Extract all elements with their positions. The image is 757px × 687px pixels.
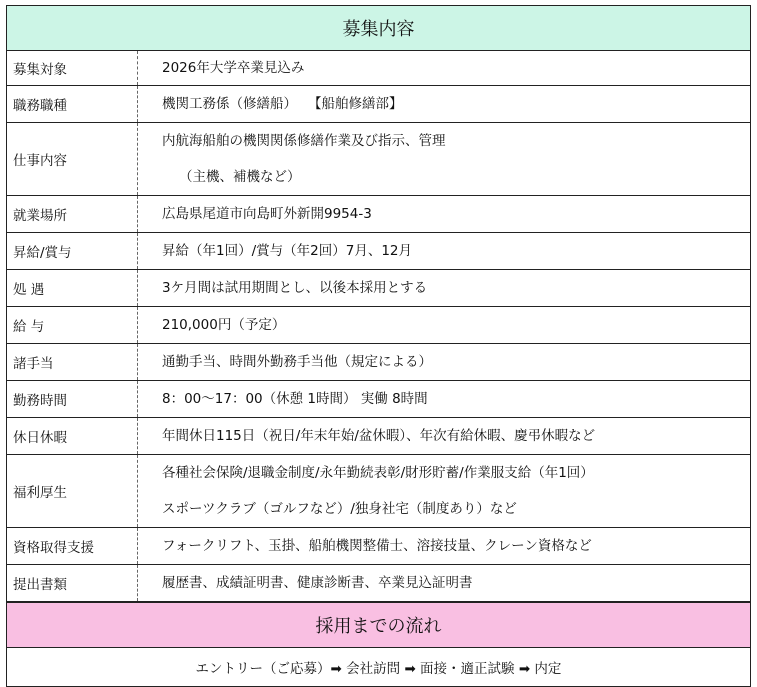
row-label: 休日休暇: [7, 418, 138, 454]
row-label: 福利厚生: [7, 455, 138, 527]
table-row: [7, 51, 750, 86]
table-row: [7, 123, 750, 196]
table-row: [7, 86, 750, 123]
row-value: [138, 455, 750, 527]
row-value: [138, 418, 750, 454]
table-row: [7, 528, 750, 565]
row-label: 諸手当: [7, 344, 138, 380]
row-value: [138, 233, 750, 269]
row-label: 給 与: [7, 307, 138, 343]
row-label: 昇給/賞与: [7, 233, 138, 269]
value-line: 各種社会保険/退職金制度/永年勤続表彰/財形貯蓄/作業服支給（年1回）: [162, 465, 594, 481]
value-line: 内航海船舶の機関関係修繕作業及び指示、管理: [162, 133, 446, 149]
row-value: [138, 307, 750, 343]
value-line: 履歴書、成績証明書、健康診断書、卒業見込証明書: [162, 575, 473, 591]
value-line: （主機、補機など）: [179, 169, 301, 185]
row-label: 資格取得支援: [7, 528, 138, 564]
value-line: 210,000円（予定）: [162, 317, 286, 333]
row-label: 職務職種: [7, 86, 138, 122]
value-line: スポーツクラブ（ゴルフなど）/独身社宅（制度あり）など: [162, 501, 517, 517]
row-value: [138, 381, 750, 417]
row-value: [138, 344, 750, 380]
row-label: 募集対象: [7, 51, 138, 85]
table-row: [7, 418, 750, 455]
row-value: [138, 196, 750, 232]
value-line: 8：00～17：00（休憩 1時間） 実働 8時間: [162, 391, 428, 407]
recruitment-table: [6, 5, 751, 687]
row-value: [138, 86, 750, 122]
value-line: 通勤手当、時間外勤務手当他（規定による）: [162, 354, 432, 370]
row-value: [138, 528, 750, 564]
row-value: [138, 270, 750, 306]
table-row: [7, 565, 750, 602]
value-line: フォークリフト、玉掛、船舶機関整備士、溶接技量、クレーン資格など: [162, 538, 592, 554]
row-value: [138, 51, 750, 85]
row-label: 勤務時間: [7, 381, 138, 417]
row-label: 仕事内容: [7, 123, 138, 195]
table-row: [7, 344, 750, 381]
value-line: 広島県尾道市向島町外新開9954-3: [162, 206, 372, 222]
table-row: [7, 381, 750, 418]
row-label: 処 遇: [7, 270, 138, 306]
value-line: 昇給（年1回）/賞与（年2回）7月、12月: [162, 243, 412, 259]
flow-steps: エントリー（ご応募）➡ 会社訪問 ➡ 面接・適正試験 ➡ 内定: [195, 661, 562, 677]
row-value: [138, 123, 750, 195]
value-line: 2026年大学卒業見込み: [162, 60, 305, 76]
row-label: 就業場所: [7, 196, 138, 232]
value-line: 3ケ月間は試用期間とし、以後本採用とする: [162, 280, 428, 296]
table-row: [7, 196, 750, 233]
value-line: 年間休日115日（祝日/年末年始/盆休暇）、年次有給休暇、慶弔休暇など: [162, 428, 596, 444]
value-line: 機関工務係（修繕船） 【船舶修繕部】: [162, 96, 403, 112]
row-label: 提出書類: [7, 565, 138, 601]
table-row: [7, 270, 750, 307]
table-row: [7, 307, 750, 344]
row-value: [138, 565, 750, 601]
flow-title: 採用までの流れ: [7, 602, 750, 648]
table-row: [7, 233, 750, 270]
table-row: [7, 455, 750, 528]
table-title: 募集内容: [7, 6, 750, 51]
